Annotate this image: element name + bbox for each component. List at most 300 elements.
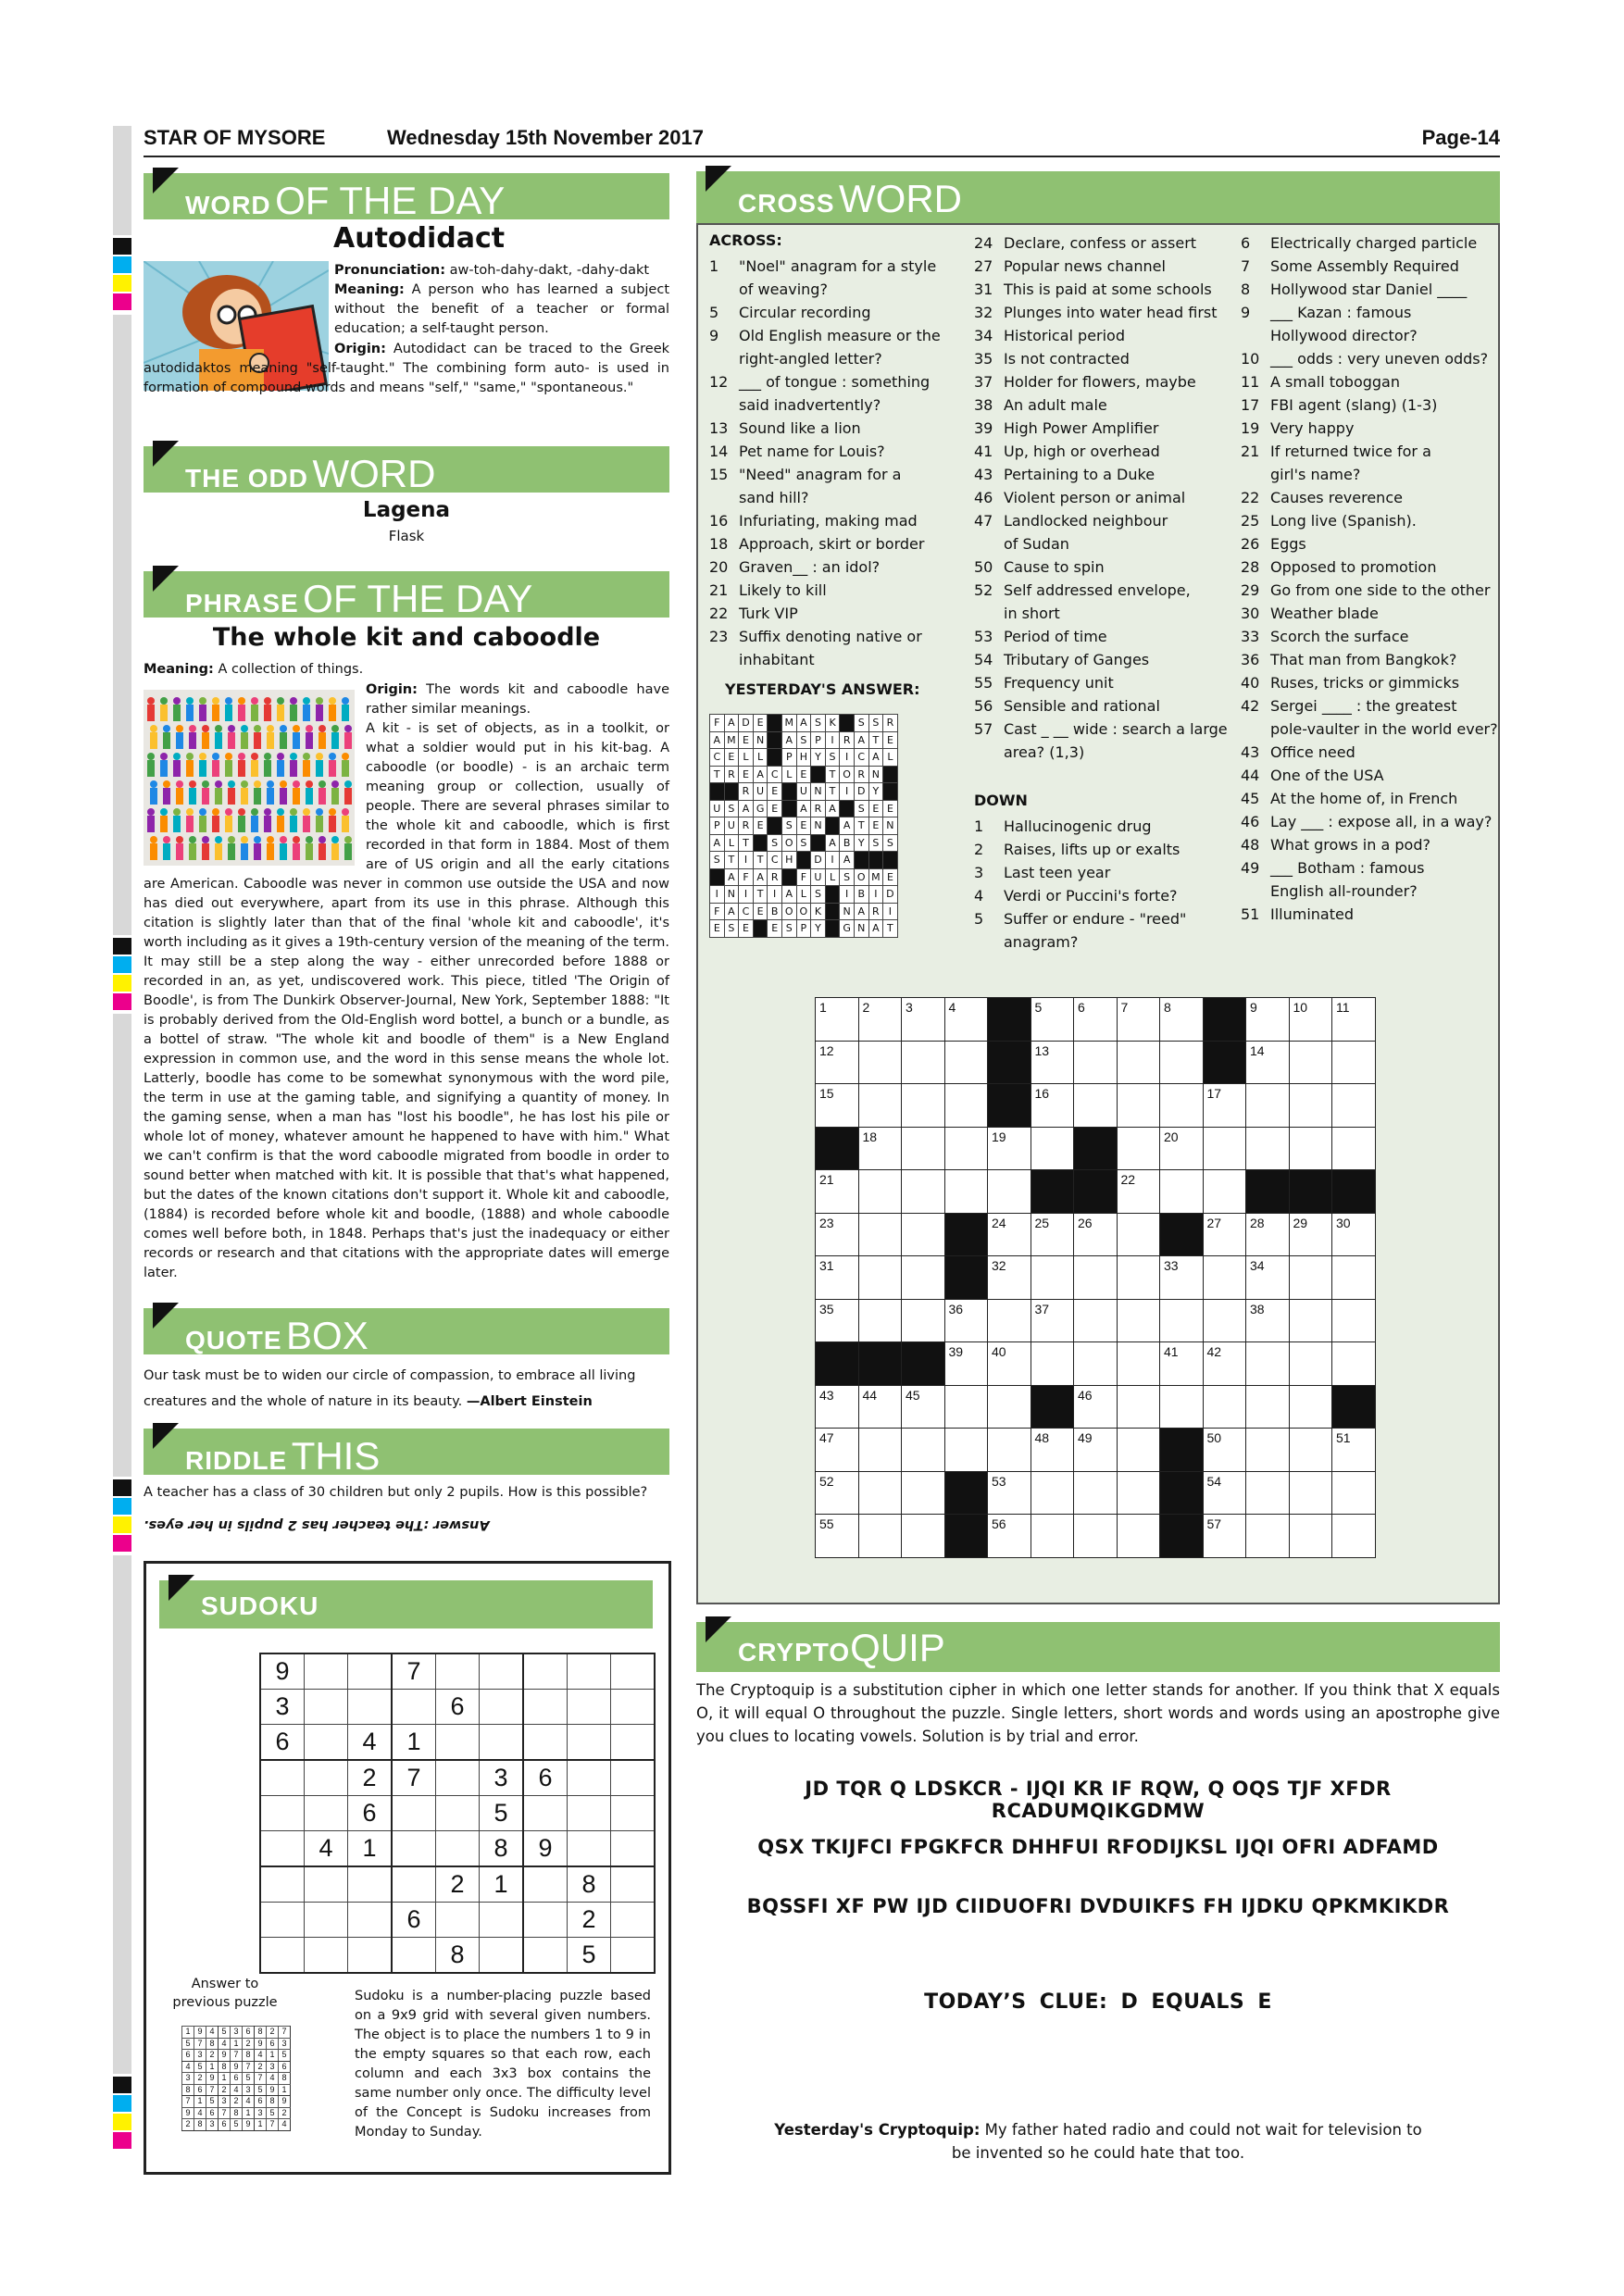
clue-line [1241, 671, 1500, 694]
crossword-cell[interactable] [1117, 1471, 1160, 1515]
clue-text: pole-vaulter in the world ever? [1270, 720, 1498, 738]
crossword-cell[interactable] [1117, 1084, 1160, 1128]
clue-line [974, 324, 1233, 347]
sudoku-empty-cell[interactable] [392, 1866, 436, 1903]
crossword-cell[interactable] [1246, 1385, 1290, 1429]
crossword-cell[interactable] [1203, 1213, 1246, 1256]
crossword-cell[interactable] [1332, 1256, 1376, 1300]
crossword-cell[interactable] [1246, 1213, 1290, 1256]
clue-text: Sensible and rational [1004, 697, 1160, 715]
crossword-cell[interactable] [816, 1170, 859, 1214]
crossword-cell[interactable] [902, 1515, 945, 1558]
previous-answer-cell: 9 [194, 2027, 206, 2039]
crossword-cell[interactable] [902, 1170, 945, 1214]
crossword-cell[interactable] [816, 1299, 859, 1342]
cell-number: 18 [862, 1129, 878, 1144]
sudoku-empty-cell[interactable] [611, 1938, 656, 1974]
crossword-cell[interactable] [1117, 1256, 1160, 1300]
cell-number: 19 [992, 1129, 1006, 1144]
black-square [1246, 1170, 1290, 1214]
banner-large-text: BOX [286, 1314, 369, 1357]
clue-number: 19 [1241, 419, 1260, 437]
sudoku-empty-cell[interactable] [611, 1796, 656, 1831]
sudoku-empty-cell[interactable] [523, 1938, 568, 1974]
black-square [781, 868, 796, 886]
sudoku-empty-cell[interactable] [523, 1903, 568, 1938]
crossword-cell[interactable] [1074, 1041, 1118, 1084]
crossword-cell[interactable] [988, 1515, 1031, 1558]
crossword-cell[interactable] [902, 1429, 945, 1472]
crossword-cell[interactable] [1203, 1256, 1246, 1300]
cell-number: 21 [819, 1172, 834, 1187]
sudoku-empty-cell[interactable] [611, 1831, 656, 1867]
clue-text: Infuriating, making mad [739, 512, 918, 530]
crossword-cell[interactable] [816, 1084, 859, 1128]
cell-number: 20 [1164, 1129, 1179, 1144]
crossword-cell[interactable] [1203, 1084, 1246, 1128]
crossword-cell[interactable] [944, 1342, 988, 1386]
crossword-cell[interactable] [1203, 1299, 1246, 1342]
crossword-cell[interactable] [902, 1256, 945, 1300]
crossword-cell[interactable] [1031, 1256, 1074, 1300]
sudoku-empty-cell[interactable] [260, 1831, 305, 1867]
clue-text: English all-rounder? [1270, 882, 1418, 900]
banner-corner-mark [153, 168, 179, 193]
black-square [1332, 1170, 1376, 1214]
crossword-cell[interactable] [858, 1170, 902, 1214]
clue-number: 34 [974, 327, 993, 344]
sudoku-given-cell: 6 [348, 1796, 393, 1831]
clue-line [974, 417, 1233, 440]
banner-corner-mark [153, 566, 179, 592]
crossword-cell[interactable] [1246, 1299, 1290, 1342]
crossword-cell[interactable] [1031, 1515, 1074, 1558]
crossword-cell[interactable] [816, 998, 859, 1042]
sudoku-empty-cell[interactable] [568, 1831, 611, 1867]
black-square [868, 852, 883, 869]
sudoku-empty-cell[interactable] [568, 1796, 611, 1831]
pez-head [238, 697, 245, 705]
clue-text: Opposed to promotion [1270, 558, 1437, 576]
crossword-cell[interactable] [1160, 1127, 1204, 1170]
cell-number: 10 [1293, 1000, 1308, 1015]
sudoku-empty-cell[interactable] [392, 1690, 436, 1725]
crossword-cell[interactable] [1332, 1041, 1376, 1084]
answer-letter: R [868, 903, 883, 920]
crossword-cell[interactable] [1074, 1213, 1118, 1256]
sudoku-empty-cell[interactable] [436, 1831, 480, 1867]
crossword-cell[interactable] [1203, 1429, 1246, 1472]
clue-text: Period of time [1004, 628, 1107, 645]
crossword-cell[interactable] [1289, 1515, 1332, 1558]
sudoku-empty-cell[interactable] [480, 1938, 524, 1974]
crossword-cell[interactable] [1074, 1515, 1118, 1558]
sudoku-empty-cell[interactable] [436, 1725, 480, 1761]
sudoku-empty-cell[interactable] [348, 1690, 393, 1725]
crossword-cell[interactable] [1160, 1299, 1204, 1342]
crossword-cell[interactable] [1332, 1127, 1376, 1170]
sudoku-empty-cell[interactable] [611, 1903, 656, 1938]
sudoku-given-cell: 4 [305, 1831, 348, 1867]
clue-text: Sound like a lion [739, 419, 861, 437]
crossword-cell[interactable] [902, 1213, 945, 1256]
crossword-cell[interactable] [1074, 1471, 1118, 1515]
sudoku-empty-cell[interactable] [260, 1760, 305, 1796]
cell-number: 46 [1078, 1387, 1093, 1403]
crossword-cell[interactable] [1117, 1515, 1160, 1558]
cmyk-cyan-mark [113, 1498, 131, 1515]
sudoku-empty-cell[interactable] [611, 1653, 656, 1690]
crossword-cell[interactable] [858, 1299, 902, 1342]
crossword-cell[interactable] [1289, 1256, 1332, 1300]
crossword-cell[interactable] [1246, 1084, 1290, 1128]
sudoku-given-cell: 3 [480, 1760, 524, 1796]
clue-line [1241, 347, 1500, 370]
sudoku-empty-cell[interactable] [436, 1653, 480, 1690]
clue-line [1241, 417, 1500, 440]
banner-small-text: SUDOKU [201, 1591, 319, 1620]
sudoku-empty-cell[interactable] [611, 1760, 656, 1796]
crossword-cell[interactable] [944, 1127, 988, 1170]
clue-text: Hollywood director? [1270, 327, 1418, 344]
sudoku-empty-cell[interactable] [611, 1690, 656, 1725]
clue-line [974, 440, 1233, 463]
sudoku-empty-cell[interactable] [436, 1796, 480, 1831]
crossword-cell[interactable] [1246, 998, 1290, 1042]
sudoku-empty-cell[interactable] [611, 1725, 656, 1761]
crossword-cell[interactable] [1289, 1471, 1332, 1515]
clue-text: Verdi or Puccini's forte? [1004, 887, 1178, 905]
sudoku-empty-cell[interactable] [523, 1796, 568, 1831]
crossword-cell[interactable] [1289, 1041, 1332, 1084]
crossword-cell[interactable] [1074, 998, 1118, 1042]
crossword-cell[interactable] [902, 1299, 945, 1342]
crossword-cell[interactable] [1246, 1256, 1290, 1300]
answer-letter: T [854, 817, 868, 835]
answer-letter: E [739, 920, 754, 938]
crossword-cell[interactable] [944, 1429, 988, 1472]
crossword-cell[interactable] [1117, 1041, 1160, 1084]
previous-answer-cell: 6 [243, 2027, 255, 2039]
sudoku-empty-cell[interactable] [523, 1866, 568, 1903]
crossword-cell[interactable] [1117, 1342, 1160, 1386]
crossword-cell[interactable] [1074, 1429, 1118, 1472]
answer-letter: A [854, 731, 868, 749]
crossword-cell[interactable] [816, 1213, 859, 1256]
clue-number: 29 [1241, 581, 1260, 599]
crossword-cell[interactable] [1246, 1515, 1290, 1558]
sudoku-empty-cell[interactable] [305, 1690, 348, 1725]
crossword-cell[interactable] [1117, 1127, 1160, 1170]
sudoku-given-cell: 6 [523, 1760, 568, 1796]
clue-text: Some Assembly Required [1270, 257, 1459, 275]
crossword-cell[interactable] [858, 1429, 902, 1472]
black-square [840, 715, 855, 732]
crossword-cell[interactable] [1117, 1429, 1160, 1472]
crossword-cell[interactable] [1289, 1429, 1332, 1472]
crossword-cell[interactable] [1074, 1256, 1118, 1300]
clue-text: "Noel" anagram for a style [739, 257, 937, 275]
crossword-cell[interactable] [1332, 1213, 1376, 1256]
banner-small-text: PHRASE [185, 589, 299, 618]
sudoku-empty-cell[interactable] [305, 1903, 348, 1938]
crossword-cell[interactable] [944, 1170, 988, 1214]
answer-letter: A [781, 886, 796, 904]
clue-text: Long live (Spanish). [1270, 512, 1417, 530]
crossword-cell[interactable] [902, 1471, 945, 1515]
sudoku-empty-cell[interactable] [305, 1938, 348, 1974]
previous-answer-cell: 8 [206, 2038, 219, 2050]
sudoku-empty-cell[interactable] [305, 1653, 348, 1690]
crossword-cell[interactable] [944, 998, 988, 1042]
sudoku-empty-cell[interactable] [436, 1903, 480, 1938]
crossword-cell[interactable] [902, 1084, 945, 1128]
crossword-cell[interactable] [1031, 1299, 1074, 1342]
sudoku-empty-cell[interactable] [392, 1796, 436, 1831]
crossword-cell[interactable] [1074, 1342, 1118, 1386]
word-of-day-title: Autodidact [333, 222, 506, 255]
cell-number: 51 [1336, 1430, 1351, 1445]
crossword-cell[interactable] [1203, 1127, 1246, 1170]
sudoku-empty-cell[interactable] [523, 1690, 568, 1725]
crossword-cell[interactable] [1031, 1213, 1074, 1256]
crossword-cell[interactable] [816, 1429, 859, 1472]
crossword-cell[interactable] [1289, 998, 1332, 1042]
crossword-cell[interactable] [1031, 1471, 1074, 1515]
crossword-cell[interactable] [1160, 1342, 1204, 1386]
phrase-origin-intro [366, 680, 669, 719]
clue-text: ___ odds : very uneven odds? [1270, 350, 1489, 368]
meaning-label: Meaning: [144, 662, 214, 677]
crossword-cell[interactable] [1246, 1429, 1290, 1472]
crossword-cell[interactable] [1074, 1084, 1118, 1128]
crossword-cell[interactable] [988, 1429, 1031, 1472]
crossword-cell[interactable] [1289, 1127, 1332, 1170]
answer-letter: G [840, 920, 855, 938]
crossword-cell[interactable] [1332, 1084, 1376, 1128]
crossword-cell[interactable] [816, 1041, 859, 1084]
crossword-cell[interactable] [1289, 1084, 1332, 1128]
crossword-cell[interactable] [816, 1256, 859, 1300]
sudoku-empty-cell[interactable] [568, 1725, 611, 1761]
crossword-cell[interactable] [1160, 1084, 1204, 1128]
crossword-cell[interactable] [902, 1127, 945, 1170]
crossword-cell[interactable] [1289, 1342, 1332, 1386]
crossword-cell[interactable] [1203, 1170, 1246, 1214]
cell-number: 48 [1034, 1430, 1050, 1445]
pez-head [147, 697, 155, 705]
crossword-cell[interactable] [816, 1471, 859, 1515]
crossword-cell[interactable] [1074, 1385, 1118, 1429]
answer-letter: S [781, 920, 796, 938]
previous-answer-cell: 8 [231, 2107, 243, 2119]
crossword-cell[interactable] [816, 1515, 859, 1558]
crossword-cell[interactable] [1117, 1299, 1160, 1342]
crossword-cell[interactable] [1332, 1299, 1376, 1342]
crossword-cell[interactable] [1246, 1127, 1290, 1170]
answer-letter: N [840, 903, 855, 920]
clue-text: Ruses, tricks or gimmicks [1270, 674, 1460, 692]
crossword-cell[interactable] [816, 1385, 859, 1429]
clue-line [1241, 440, 1500, 463]
crossword-cell[interactable] [1160, 1256, 1204, 1300]
crossword-cell[interactable] [1031, 1429, 1074, 1472]
sudoku-empty-cell[interactable] [568, 1760, 611, 1796]
crossword-cell[interactable] [988, 1299, 1031, 1342]
clue-number: 38 [974, 396, 993, 414]
crossword-cell[interactable] [902, 998, 945, 1042]
answer-letter: S [868, 715, 883, 732]
sudoku-empty-cell[interactable] [568, 1690, 611, 1725]
clue-line [709, 370, 959, 393]
sudoku-empty-cell[interactable] [260, 1866, 305, 1903]
clue-text: A small toboggan [1270, 373, 1400, 391]
crossword-cell[interactable] [944, 1041, 988, 1084]
crossword-cell[interactable] [1160, 1041, 1204, 1084]
sudoku-empty-cell[interactable] [568, 1653, 611, 1690]
crossword-cell[interactable] [1203, 1385, 1246, 1429]
crossword-cell[interactable] [1117, 1213, 1160, 1256]
crossword-cell[interactable] [944, 1084, 988, 1128]
clue-text: "Need" anagram for a [739, 466, 902, 483]
sudoku-empty-cell[interactable] [260, 1796, 305, 1831]
crossword-cell[interactable] [858, 998, 902, 1042]
quote-banner [144, 1308, 669, 1357]
crossword-cell[interactable] [1332, 1429, 1376, 1472]
sudoku-empty-cell[interactable] [523, 1725, 568, 1761]
yesterday-answer-heading: YESTERDAY'S ANSWER: [725, 680, 920, 698]
crossword-cell[interactable] [858, 1471, 902, 1515]
crossword-cell[interactable] [1246, 1471, 1290, 1515]
crossword-cell[interactable] [1117, 1170, 1160, 1214]
clue-text: Circular recording [739, 304, 871, 321]
crossword-cell[interactable] [988, 1213, 1031, 1256]
clue-line [974, 509, 1233, 532]
crossword-cell[interactable] [1203, 1515, 1246, 1558]
sudoku-empty-cell[interactable] [436, 1760, 480, 1796]
crossword-cell[interactable] [988, 1471, 1031, 1515]
clue-number: 45 [1241, 790, 1260, 807]
sudoku-empty-cell[interactable] [480, 1903, 524, 1938]
sudoku-empty-cell[interactable] [348, 1938, 393, 1974]
crossword-cell[interactable] [1031, 998, 1074, 1042]
crossword-cell[interactable] [988, 1256, 1031, 1300]
cryptoquip-line-1: JD TQR Q LDSKCR - IJQI KR IF RQW, Q OQS TJF XFDR RCADUMQIKGDMW [805, 1778, 1392, 1822]
crossword-cell[interactable] [858, 1256, 902, 1300]
previous-answer-cell: 3 [267, 2061, 279, 2073]
crossword-cell[interactable] [1160, 1385, 1204, 1429]
crossword-cell[interactable] [858, 1127, 902, 1170]
sudoku-empty-cell[interactable] [305, 1725, 348, 1761]
sudoku-empty-cell[interactable] [305, 1866, 348, 1903]
crossword-cell[interactable] [1289, 1385, 1332, 1429]
sudoku-empty-cell[interactable] [523, 1653, 568, 1690]
crossword-cell[interactable] [944, 1385, 988, 1429]
cell-number: 22 [1120, 1172, 1136, 1187]
crossword-cell[interactable] [1332, 1342, 1376, 1386]
sudoku-empty-cell[interactable] [305, 1796, 348, 1831]
black-square [1160, 1213, 1204, 1256]
sudoku-empty-cell[interactable] [348, 1903, 393, 1938]
previous-answer-cell: 7 [267, 2119, 279, 2131]
answer-letter: U [753, 783, 768, 801]
cryptoquip-line-2: QSX TKIJFCI FPGKFCR DHHFUI RFODIJKSL IJQI OFRI ADFAMD [757, 1836, 1439, 1858]
sudoku-empty-cell[interactable] [480, 1690, 524, 1725]
sudoku-empty-cell[interactable] [480, 1653, 524, 1690]
sudoku-empty-cell[interactable] [348, 1866, 393, 1903]
crossword-cell[interactable] [1246, 1041, 1290, 1084]
crossword-cell[interactable] [858, 1385, 902, 1429]
answer-letter: F [739, 868, 754, 886]
sudoku-empty-cell[interactable] [305, 1760, 348, 1796]
answer-letter: H [781, 852, 796, 869]
crossword-cell[interactable] [988, 1127, 1031, 1170]
answer-letter: O [796, 903, 811, 920]
crossword-cell[interactable] [1332, 1471, 1376, 1515]
crossword-cell[interactable] [1031, 1127, 1074, 1170]
crossword-cell[interactable] [902, 1041, 945, 1084]
sudoku-empty-cell[interactable] [392, 1831, 436, 1867]
crossword-cell[interactable] [1117, 1385, 1160, 1429]
sudoku-empty-cell[interactable] [392, 1938, 436, 1974]
cell-number: 55 [819, 1516, 834, 1531]
crossword-cell[interactable] [988, 1385, 1031, 1429]
crossword-cell[interactable] [988, 1170, 1031, 1214]
answer-letter: A [724, 715, 739, 732]
crossword-cell[interactable] [1289, 1299, 1332, 1342]
crossword-cell[interactable] [1031, 1084, 1074, 1128]
answer-letter: Y [868, 783, 883, 801]
sudoku-empty-cell[interactable] [260, 1903, 305, 1938]
crossword-cell[interactable] [988, 1342, 1031, 1386]
crossword-cell[interactable] [1289, 1213, 1332, 1256]
crossword-cell[interactable] [1246, 1342, 1290, 1386]
crossword-cell[interactable] [1031, 1041, 1074, 1084]
answer-letter: F [710, 715, 725, 732]
sudoku-empty-cell[interactable] [348, 1653, 393, 1690]
crossword-cell[interactable] [944, 1299, 988, 1342]
crossword-cell[interactable] [858, 1084, 902, 1128]
crossword-cell[interactable] [1203, 1471, 1246, 1515]
sudoku-empty-cell[interactable] [480, 1725, 524, 1761]
crossword-cell[interactable] [858, 1213, 902, 1256]
previous-answer-cell: 6 [231, 2073, 243, 2085]
clue-number: 36 [1241, 651, 1260, 668]
crossword-cell[interactable] [1117, 998, 1160, 1042]
crossword-cell[interactable] [1031, 1342, 1074, 1386]
black-square [768, 817, 782, 835]
sudoku-empty-cell[interactable] [260, 1938, 305, 1974]
crossword-cell[interactable] [1332, 998, 1376, 1042]
crossword-cell[interactable] [902, 1385, 945, 1429]
previous-answer-cell: 4 [182, 2061, 194, 2073]
crossword-cell[interactable] [1160, 998, 1204, 1042]
crossword-cell[interactable] [1203, 1342, 1246, 1386]
phrase-origin-body [144, 719, 669, 1283]
answer-letter: R [739, 783, 754, 801]
cmyk-cyan-mark [113, 956, 131, 973]
crossword-cell[interactable] [858, 1515, 902, 1558]
banner-corner-mark [153, 441, 179, 467]
sudoku-empty-cell[interactable] [611, 1866, 656, 1903]
black-square [1160, 1429, 1204, 1472]
crossword-cell[interactable] [1160, 1170, 1204, 1214]
cell-number: 23 [819, 1215, 834, 1230]
answer-letter: K [825, 715, 840, 732]
crossword-cell[interactable] [1332, 1515, 1376, 1558]
crossword-cell[interactable] [1074, 1299, 1118, 1342]
crossword-cell[interactable] [858, 1041, 902, 1084]
